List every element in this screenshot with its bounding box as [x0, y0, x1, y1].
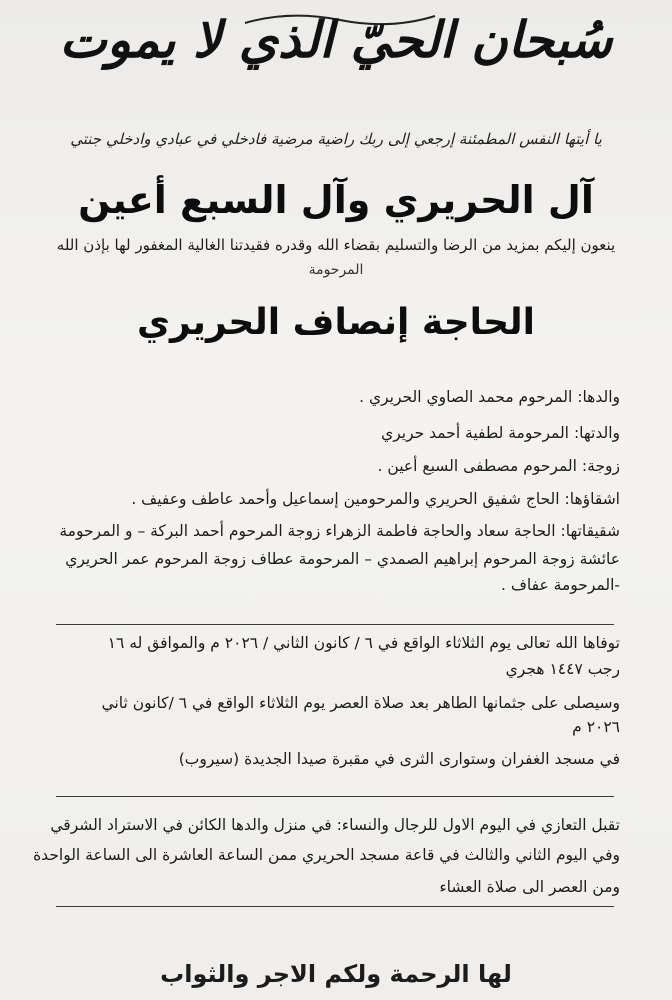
- relative-sisters-line-2: عائشة زوجة المرحوم إبراهيم الصمدي – المرحومة عطاف زوجة المرحوم عمر الحريري: [65, 550, 620, 568]
- announcement-line-1: ينعون إليكم بمزيد من الرضا والتسليم بقضاء الله وقدره فقيدتنا الغالية المغفور لها بإذن الله: [56, 236, 616, 254]
- relative-husband: [44, 457, 620, 475]
- deceased-name: الحاجة إنصاف الحريري: [137, 302, 535, 343]
- divider-bottom: [56, 906, 614, 907]
- relative-brothers-label: اشقاؤها:: [564, 490, 620, 508]
- relative-father-label: والدها:: [577, 388, 620, 406]
- divider-middle: [56, 796, 614, 797]
- death-info-line-1: توفاها الله تعالى يوم الثلاثاء الواقع في ٦ / كانون الثاني / ٢٠٢٦ م والموافق له ١٦: [107, 634, 620, 652]
- prayer-line-2: ٢٠٢٦ م: [572, 718, 620, 736]
- condolences-line-1: تقبل التعازي في اليوم الاول للرجال والنساء: في منزل والدها الكائن في الاستراد الشرقي: [50, 816, 620, 834]
- header-calligraphy: سُبحان الحيّ الذي لا يموت: [59, 10, 613, 69]
- relative-husband-label: زوجة:: [581, 457, 620, 475]
- relative-mother-label: والدتها:: [573, 424, 620, 442]
- family-names-title: آل الحريري وآل السبع أعين: [78, 178, 594, 222]
- prayer-line-1: وسيصلى على جثمانها الطاهر بعد صلاة العصر يوم الثلاثاء الواقع في ٦ /كانون ثاني: [101, 694, 620, 712]
- relative-sisters-line-3: -المرحومة عفاف .: [501, 576, 620, 594]
- closing-prayer: لها الرحمة ولكم الاجر والثواب: [160, 960, 512, 988]
- relative-mother-value: المرحومة لطفية أحمد حريري: [381, 424, 569, 442]
- condolences-line-3: ومن العصر الى صلاة العشاء: [439, 878, 620, 896]
- relative-father-value: المرحوم محمد الصاوي الحريري .: [359, 388, 573, 406]
- prayer-line-3: في مسجد الغفران وستوارى الثرى في مقبرة صيدا الجديدة (سيروب): [178, 750, 620, 768]
- relative-sisters-value-1: الحاجة سعاد والحاجة فاطمة الزهراء زوجة المرحوم أحمد البركة – و المرحومة: [59, 522, 556, 540]
- divider-top: [56, 624, 614, 625]
- relative-father: [44, 388, 620, 406]
- condolences-line-2: وفي اليوم الثاني والثالث في قاعة مسجد الحريري ممن الساعة العاشرة الى الساعة الواحدة: [33, 846, 620, 864]
- relative-sisters-label: شقيقاتها:: [560, 522, 620, 540]
- announcement-line-2: المرحومة: [308, 262, 364, 278]
- relative-sisters-line-1: [44, 522, 620, 540]
- death-info-line-2: رجب ١٤٤٧ هجري: [505, 660, 620, 678]
- relative-brothers-value: الحاج شفيق الحريري والمرحومين إسماعيل وأحمد عاطف وعفيف .: [131, 490, 560, 508]
- relative-brothers: [44, 490, 620, 508]
- relative-mother: [44, 424, 620, 442]
- quran-verse: يا أيتها النفس المطمئنة إرجعي إلى ربك راضية مرضية فادخلي في عبادي وادخلي جنتي: [70, 130, 602, 148]
- relative-husband-value: المرحوم مصطفى السبع أعين .: [377, 457, 577, 475]
